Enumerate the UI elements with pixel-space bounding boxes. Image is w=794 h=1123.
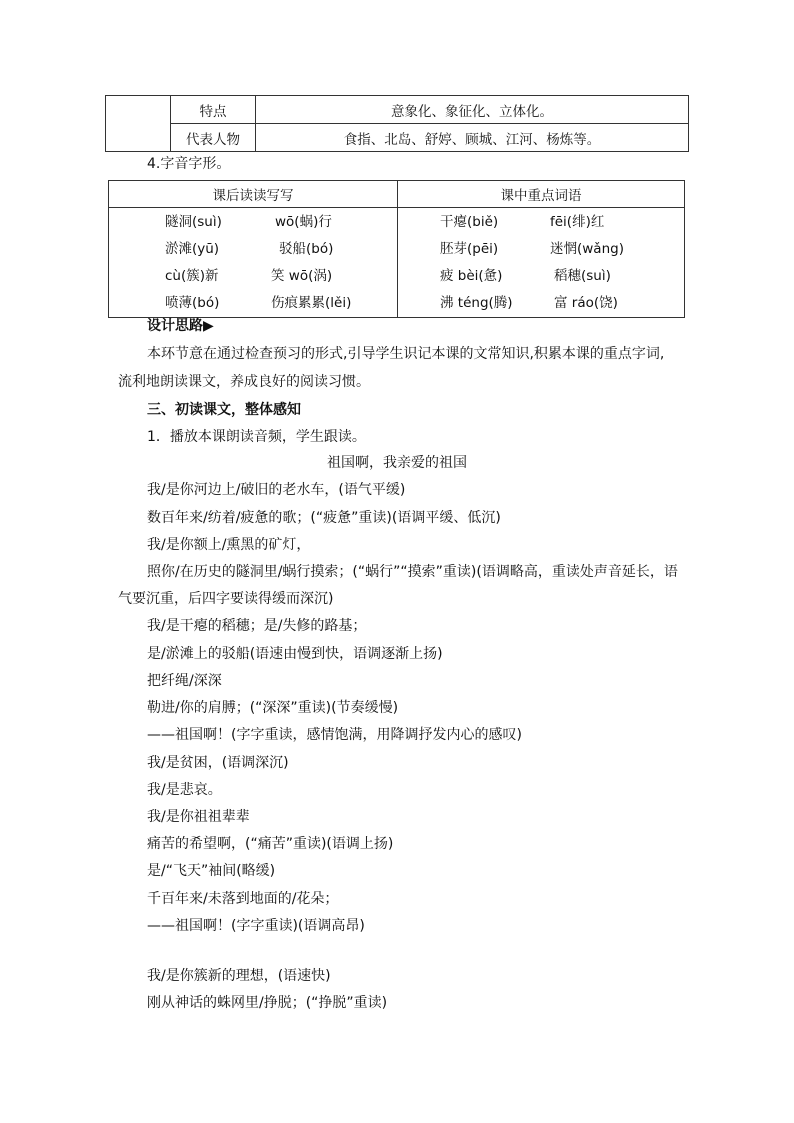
poem-line: 气要沉重，后四字要读得缓而深沉): [118, 591, 334, 607]
poem-line: 痛苦的希望啊，(“痛苦”重读)(语调上扬): [147, 836, 394, 852]
row-label-representatives: 代表人物: [171, 124, 256, 152]
right-header: 课中重点词语: [398, 181, 685, 208]
left-header: 课后读读写写: [109, 181, 398, 208]
poem-line: 刚从神话的蛛网里/挣脱；(“挣脱”重读): [147, 995, 388, 1011]
poem-line: 千百年来/未落到地面的/花朵；: [147, 891, 339, 907]
poem-line: 我/是你祖祖辈辈: [147, 809, 250, 825]
design-text-1: 本环节意在通过检查预习的形式,引导学生识记本课的文常知识,积累本课的重点字词,: [147, 346, 665, 362]
step-1: 1．播放本课朗读音频，学生跟读。: [147, 429, 366, 445]
design-title: 设计思路▶: [147, 318, 214, 334]
word-item: 稻穗(suì): [554, 268, 611, 284]
poem-line: 我/是你河边上/破旧的老水车，(语气平缓): [147, 482, 406, 498]
poem-line: 我/是悲哀。: [147, 782, 222, 798]
word-item: 喷薄(bó): [165, 295, 220, 311]
left-items-cell: [109, 208, 398, 318]
word-item: 驳船(bó): [279, 241, 334, 257]
word-item: 伤痕累累(lěi): [271, 295, 352, 311]
poem-line: ——祖国啊！(字字重读，感情饱满，用降调抒发内心的感叹): [147, 727, 522, 743]
right-items-cell: [398, 208, 685, 318]
section-4-title: 4.字音字形。: [147, 156, 231, 172]
row-label-features: 特点: [171, 96, 256, 124]
word-item: 迷惘(wǎng): [550, 241, 624, 257]
word-item: 笑 wō(涡): [271, 268, 333, 284]
word-item: 沸 téng(腾): [440, 295, 513, 311]
word-item: 疲 bèi(惫): [440, 268, 503, 284]
word-item: 淤滩(yū): [165, 241, 220, 257]
design-text-2: 流利地朗读课文，养成良好的阅读习惯。: [118, 374, 370, 390]
poem-line: 照你/在历史的隧洞里/蜗行摸索；(“蜗行”“摸索”重读)(语调略高，重读处声音延长，语: [147, 564, 678, 580]
row-value-representatives: 食指、北岛、舒婷、顾城、江河、杨炼等。: [256, 124, 689, 152]
features-table: [105, 95, 689, 152]
poem-line: 数百年来/纺着/疲惫的歌；(“疲惫”重读)(语调平缓、低沉): [147, 510, 501, 526]
poem-line: ——祖国啊！(字字重读)(语调高昂): [147, 918, 365, 934]
word-item: cù(簇)新: [165, 268, 219, 284]
word-item: 干瘪(biě): [440, 214, 499, 230]
word-item: 隧洞(suì): [165, 214, 222, 230]
pronunciation-table: [108, 180, 685, 318]
poem-line: 是/“飞天”袖间(略缓): [147, 863, 276, 879]
empty-cell: [106, 96, 171, 152]
poem-line: 是/淤滩上的驳船(语速由慢到快，语调逐渐上扬): [147, 646, 443, 662]
poem-title: 祖国啊，我亲爱的祖国: [327, 455, 467, 471]
poem-line: 我/是你额上/熏黑的矿灯，: [147, 537, 311, 553]
poem-line: 勒进/你的肩膊；(“深深”重读)(节奏缓慢): [147, 700, 399, 716]
poem-line: 我/是你簇新的理想，(语速快): [147, 968, 331, 984]
poem-line: 我/是干瘪的稻穗；是/失修的路基；: [147, 618, 367, 634]
section-3-title: 三、初读课文，整体感知: [147, 402, 301, 418]
word-item: 富 ráo(饶): [554, 295, 618, 311]
poem-line: 我/是贫困，(语调深沉): [147, 755, 289, 771]
word-item: fēi(绯)红: [550, 214, 605, 230]
word-item: wō(蜗)行: [275, 214, 332, 230]
word-item: 胚芽(pēi): [440, 241, 499, 257]
row-value-features: 意象化、象征化、立体化。: [256, 96, 689, 124]
poem-line: 把纤绳/深深: [147, 673, 222, 689]
